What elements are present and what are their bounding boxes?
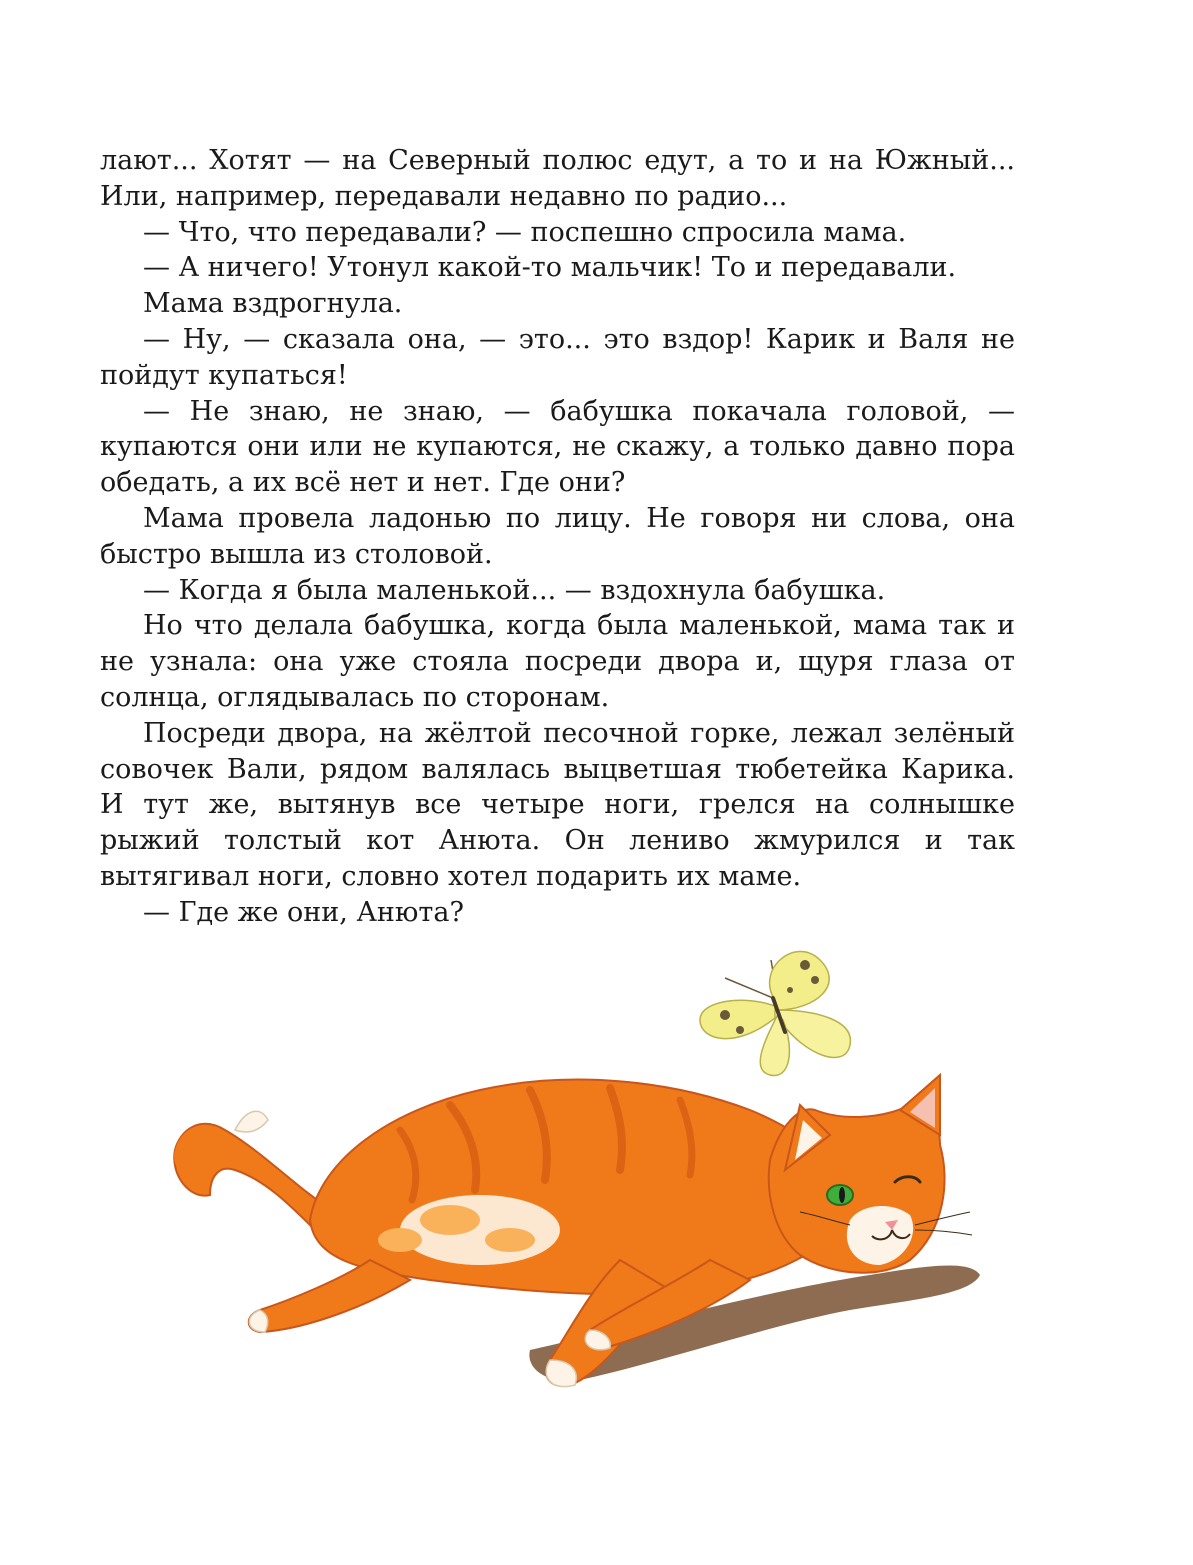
paragraph-3: — А ничего! Утонул какой-то мальчик! То и передавали. [143,252,957,284]
cat-hind-leg [249,1260,410,1332]
paragraph-10: Посреди двора, на жёлтой песочной горке, лежал зелёный совочек Вали, рядом валялась выцветшая тюбетейка Карика. И тут же, вытянув все четыре ноги, грелся на солнышке рыжий толстый кот Анюта. Он лениво жмурился и так вытягивал ноги, словно хотел подарить их маме. [100,717,1015,892]
paragraph-11: — Где же они, Анюта? [143,896,464,928]
cat-illustration [150,930,1010,1430]
paragraph-9: Но что делала бабушка, когда была маленькой, мама так и не узнала: она уже стояла посреди двора и, щуря глаза от солнца, оглядывалась по сторонам. [100,610,1015,713]
paragraph-7: Мама провела ладонью по лицу. Не говоря ни слова, она быстро вышла из столовой. [100,502,1015,570]
paragraph-8: — Когда я была маленькой... — вздохнула бабушка. [143,574,886,606]
paragraph-5: — Ну, — сказала она, — это... это вздор! Карик и Валя не пойдут купаться! [100,323,1015,391]
butterfly-image [700,951,850,1075]
paragraph-2: — Что, что передавали? — поспешно спросила мама. [143,216,907,248]
paragraph-1: лают... Хотят — на Северный полюс едут, а то и на Южный... Или, например, передавали недавно по радио... [100,145,1015,212]
paragraph-4: Мама вздрогнула. [143,288,403,320]
paragraph-6: — Не знаю, не знаю, — бабушка покачала головой, — купаются они или не купаются, не скажу, а только давно пора обедать, а их всё нет и нет. Где они? [100,395,1015,499]
page-text [100,143,1015,931]
